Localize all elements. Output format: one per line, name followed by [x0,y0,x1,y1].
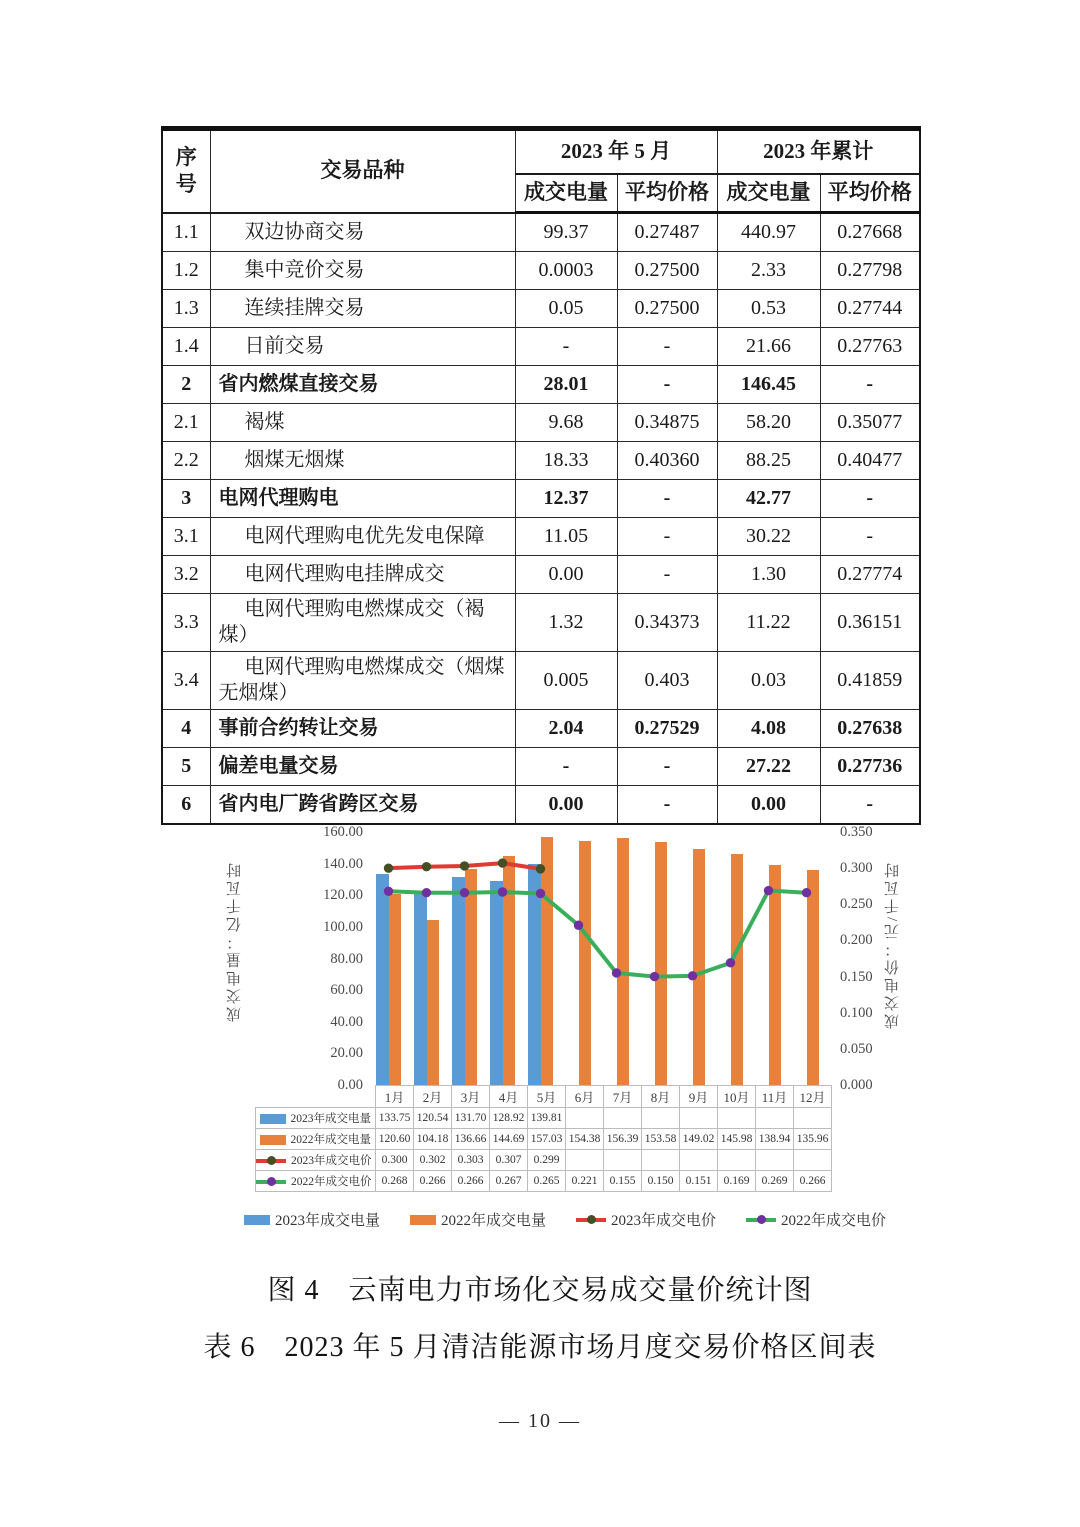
page-number: — 10 — [499,1410,581,1432]
legend-label: 2023年成交电量 [274,1213,380,1229]
marker-2022年成交电价 [422,888,431,897]
row-may-volume: - [515,747,617,785]
mini-value-cell [642,1150,680,1171]
mini-value-cell [680,1108,718,1129]
right-axis-tick: 0.050 [840,1040,873,1057]
mini-value-cell: 0.155 [604,1171,642,1192]
row-cum-volume: 440.97 [717,213,820,252]
row-trade-type: 集中竞价交易 [210,252,515,290]
mini-series-name: 2022年成交电价 [291,1176,372,1188]
mini-value-cell: 104.18 [414,1129,452,1150]
mini-value-cell: 128.92 [490,1108,528,1129]
mini-value-cell: 145.98 [718,1129,756,1150]
month-label: 8月 [642,1086,680,1108]
price-lines-svg [220,818,910,1258]
mini-value-cell: 0.266 [452,1171,490,1192]
legend-line-2023年成交电价 [576,1218,606,1222]
row-may-price: 0.27500 [617,252,717,290]
table-row [162,442,920,480]
row-seq: 4 [162,709,210,747]
left-axis-tick: 20.00 [330,1045,363,1062]
mini-value-cell [718,1150,756,1171]
left-axis-tick: 80.00 [330,950,363,967]
row-may-price: 0.27529 [617,709,717,747]
mini-value-cell: 0.303 [452,1150,490,1171]
table-row [162,556,920,594]
row-may-volume: 99.37 [515,213,617,252]
right-axis-tick: 0.250 [840,896,873,913]
mini-value-cell [642,1108,680,1129]
mini-value-cell [756,1108,794,1129]
marker-2022年成交电价 [764,886,773,895]
row-may-price: - [617,785,717,824]
row-may-volume: 0.005 [515,651,617,709]
legend-label: 2022年成交电量 [440,1213,546,1229]
mini-value-cell: 153.58 [642,1129,680,1150]
legend-label: 2022年成交电价 [781,1213,887,1229]
row-cum-volume: 0.00 [717,785,820,824]
mini-value-cell [566,1108,604,1129]
left-axis-tick: 40.00 [330,1013,363,1030]
left-axis-tick: 60.00 [330,982,363,999]
col-header-cum-volume: 成交电量 [717,174,820,213]
mini-value-cell [794,1150,832,1171]
mini-value-cell [756,1150,794,1171]
left-axis-title: 成交电量：亿千瓦时 [227,860,243,1022]
legend-marker-2022年成交电价 [757,1215,766,1224]
row-may-volume: 12.37 [515,480,617,518]
col-header-cum-price: 平均价格 [820,174,920,213]
row-may-price: - [617,366,717,404]
mini-series-name: 2023年成交电价 [291,1155,372,1167]
marker-2023年成交电价 [384,863,393,872]
month-label: 12月 [794,1086,832,1108]
mini-series-label [256,1129,376,1150]
month-label: 1月 [376,1086,414,1108]
row-cum-volume: 27.22 [717,747,820,785]
mini-data-row [256,1171,832,1192]
row-cum-volume: 0.53 [717,290,820,328]
right-axis-tick: 0.200 [840,932,873,949]
chart-legend [220,1209,910,1230]
legend-marker-2023年成交电价 [267,1156,276,1165]
mini-value-cell: 0.299 [528,1150,566,1171]
mini-value-cell: 157.03 [528,1129,566,1150]
row-seq: 5 [162,747,210,785]
mini-value-cell: 120.54 [414,1108,452,1129]
legend-swatch-2022年成交电量 [410,1215,436,1225]
row-may-volume: 0.0003 [515,252,617,290]
left-axis-tick: 100.00 [323,918,363,935]
row-trade-type: 连续挂牌交易 [210,290,515,328]
marker-2022年成交电价 [536,889,545,898]
row-may-price: - [617,328,717,366]
legend-line-2022年成交电价 [746,1218,776,1222]
row-trade-type: 偏差电量交易 [210,747,515,785]
row-may-price: 0.403 [617,651,717,709]
month-label: 7月 [604,1086,642,1108]
marker-2022年成交电价 [498,887,507,896]
row-trade-type: 省内燃煤直接交易 [210,366,515,404]
row-may-price: 0.34875 [617,404,717,442]
row-trade-type: 褐煤 [210,404,515,442]
row-cum-volume: 30.22 [717,518,820,556]
table-row [162,366,920,404]
col-header-may-price: 平均价格 [617,174,717,213]
legend-marker-2023年成交电价 [587,1215,596,1224]
chart-data-grid [255,1085,832,1192]
mini-value-cell: 144.69 [490,1129,528,1150]
figure-caption: 图 4 云南电力市场化交易成交量价统计图 [267,1275,813,1306]
mini-value-cell [718,1108,756,1129]
row-cum-price: 0.40477 [820,442,920,480]
row-may-volume: 1.32 [515,594,617,652]
mini-value-cell: 120.60 [376,1129,414,1150]
row-seq: 2 [162,366,210,404]
mini-value-cell: 0.265 [528,1171,566,1192]
right-axis-title: 成交电价：元/千瓦时 [885,860,901,1030]
table-body [162,213,920,824]
legend-swatch-2022年成交电量 [260,1135,286,1145]
month-label: 3月 [452,1086,490,1108]
marker-2023年成交电价 [422,862,431,871]
row-cum-volume: 11.22 [717,594,820,652]
row-cum-price: 0.41859 [820,651,920,709]
table-row [162,404,920,442]
row-trade-type: 双边协商交易 [210,213,515,252]
row-cum-price: 0.36151 [820,594,920,652]
figure-combo-chart [220,818,910,1258]
mini-value-cell [566,1150,604,1171]
row-cum-volume: 88.25 [717,442,820,480]
mini-value-cell: 0.300 [376,1150,414,1171]
month-label: 6月 [566,1086,604,1108]
row-cum-price: - [820,366,920,404]
right-axis-tick: 0.100 [840,1004,873,1021]
row-seq: 6 [162,785,210,824]
marker-2022年成交电价 [612,968,621,977]
row-trade-type: 省内电厂跨省跨区交易 [210,785,515,824]
mini-series-label [256,1171,376,1192]
right-axis-tick: 0.350 [840,824,873,840]
row-cum-price: 0.27736 [820,747,920,785]
row-cum-price: 0.27744 [820,290,920,328]
row-cum-price: - [820,480,920,518]
table-caption: 表 6 2023 年 5 月清洁能源市场月度交易价格区间表 [203,1332,877,1363]
mini-corner-cell [256,1086,376,1108]
col-header-seq: 序号 [162,129,210,213]
legend-swatch-2023年成交电量 [244,1215,270,1225]
mini-value-cell: 0.307 [490,1150,528,1171]
mini-value-cell: 0.302 [414,1150,452,1171]
row-seq: 3 [162,480,210,518]
col-group-cumulative-2023: 2023 年累计 [717,129,920,175]
table-row [162,594,920,652]
legend-item [244,1209,380,1230]
row-may-volume: 18.33 [515,442,617,480]
row-may-volume: 0.00 [515,785,617,824]
row-cum-price: 0.27798 [820,252,920,290]
row-may-volume: 2.04 [515,709,617,747]
mini-value-cell [680,1150,718,1171]
row-may-price: 0.40360 [617,442,717,480]
legend-swatch-2023年成交电量 [260,1114,286,1124]
marker-2022年成交电价 [384,887,393,896]
row-cum-volume: 21.66 [717,328,820,366]
legend-label: 2023年成交电价 [611,1213,717,1229]
table-row [162,709,920,747]
table-row [162,252,920,290]
row-seq: 3.3 [162,594,210,652]
left-axis-tick: 120.00 [323,887,363,904]
row-may-volume: - [515,328,617,366]
row-may-price: - [617,480,717,518]
legend-item [576,1209,716,1230]
row-may-price: - [617,747,717,785]
row-cum-volume: 2.33 [717,252,820,290]
row-may-price: - [617,518,717,556]
row-may-price: 0.27487 [617,213,717,252]
mini-value-cell: 149.02 [680,1129,718,1150]
row-may-volume: 9.68 [515,404,617,442]
mini-data-row [256,1108,832,1129]
mini-value-cell: 0.268 [376,1171,414,1192]
marker-2023年成交电价 [460,861,469,870]
mini-data-row [256,1150,832,1171]
mini-month-row [256,1086,832,1108]
month-label: 11月 [756,1086,794,1108]
month-label: 10月 [718,1086,756,1108]
row-may-volume: 28.01 [515,366,617,404]
row-seq: 1.2 [162,252,210,290]
row-cum-volume: 58.20 [717,404,820,442]
col-header-type: 交易品种 [210,129,515,213]
row-cum-volume: 4.08 [717,709,820,747]
mini-value-cell [604,1150,642,1171]
legend-item [746,1209,886,1230]
row-cum-price: 0.27774 [820,556,920,594]
marker-2023年成交电价 [498,858,507,867]
left-axis-tick: 140.00 [323,855,363,872]
marker-2022年成交电价 [726,958,735,967]
mini-series-name: 2022年成交电量 [290,1134,371,1146]
row-may-price: 0.34373 [617,594,717,652]
mini-value-cell: 133.75 [376,1108,414,1129]
mini-value-cell: 138.94 [756,1129,794,1150]
mini-series-label [256,1150,376,1171]
row-may-volume: 11.05 [515,518,617,556]
table-row [162,651,920,709]
mini-series-name: 2023年成交电量 [290,1113,371,1125]
mini-value-cell: 0.266 [794,1171,832,1192]
row-cum-volume: 0.03 [717,651,820,709]
row-cum-price: 0.27763 [820,328,920,366]
left-axis-tick: 160.00 [323,824,363,840]
mini-series-label [256,1108,376,1129]
mini-value-cell: 136.66 [452,1129,490,1150]
table-row [162,747,920,785]
row-cum-price: 0.35077 [820,404,920,442]
legend-item [410,1209,546,1230]
row-trade-type: 电网代理购电燃煤成交（烟煤无烟煤） [210,651,515,709]
marker-2022年成交电价 [802,888,811,897]
row-seq: 1.4 [162,328,210,366]
row-cum-volume: 42.77 [717,480,820,518]
row-cum-price: - [820,518,920,556]
row-trade-type: 电网代理购电燃煤成交（褐煤） [210,594,515,652]
table-row [162,328,920,366]
table-row [162,480,920,518]
mini-value-cell: 0.151 [680,1171,718,1192]
row-cum-price: 0.27668 [820,213,920,252]
mini-value-cell: 0.266 [414,1171,452,1192]
row-seq: 3.4 [162,651,210,709]
row-trade-type: 电网代理购电优先发电保障 [210,518,515,556]
marker-2022年成交电价 [460,888,469,897]
month-label: 5月 [528,1086,566,1108]
mini-value-cell: 135.96 [794,1129,832,1150]
row-cum-volume: 146.45 [717,366,820,404]
mini-value-cell: 0.267 [490,1171,528,1192]
table-row [162,518,920,556]
mini-value-cell: 154.38 [566,1129,604,1150]
row-cum-price: - [820,785,920,824]
row-may-volume: 0.05 [515,290,617,328]
row-trade-type: 电网代理购电 [210,480,515,518]
mini-value-cell: 156.39 [604,1129,642,1150]
row-trade-type: 烟煤无烟煤 [210,442,515,480]
row-cum-volume: 1.30 [717,556,820,594]
legend-line-2023年成交电价 [256,1159,286,1163]
right-axis-tick: 0.150 [840,968,873,985]
col-group-may-2023: 2023 年 5 月 [515,129,717,175]
marker-2022年成交电价 [574,921,583,930]
row-may-volume: 0.00 [515,556,617,594]
month-label: 2月 [414,1086,452,1108]
trade-summary-table [161,126,921,825]
marker-2022年成交电价 [650,972,659,981]
row-trade-type: 事前合约转让交易 [210,709,515,747]
right-axis-tick: 0.300 [840,860,873,877]
row-may-price: - [617,556,717,594]
row-seq: 1.1 [162,213,210,252]
table-row [162,290,920,328]
legend-marker-2022年成交电价 [267,1177,276,1186]
row-may-price: 0.27500 [617,290,717,328]
row-trade-type: 电网代理购电挂牌成交 [210,556,515,594]
marker-2023年成交电价 [536,864,545,873]
mini-value-cell: 0.150 [642,1171,680,1192]
mini-value-cell: 131.70 [452,1108,490,1129]
mini-data-row [256,1129,832,1150]
mini-value-cell [794,1108,832,1129]
row-seq: 3.2 [162,556,210,594]
right-axis-tick: 0.000 [840,1077,873,1093]
row-cum-price: 0.27638 [820,709,920,747]
table-row [162,213,920,252]
line-2022年成交电价 [389,891,807,977]
col-header-may-volume: 成交电量 [515,174,617,213]
row-seq: 2.1 [162,404,210,442]
marker-2022年成交电价 [688,971,697,980]
row-seq: 1.3 [162,290,210,328]
mini-value-cell [604,1108,642,1129]
left-axis-tick: 0.00 [337,1077,363,1093]
row-seq: 2.2 [162,442,210,480]
mini-value-cell: 0.169 [718,1171,756,1192]
table-header [162,129,920,213]
month-label: 4月 [490,1086,528,1108]
mini-value-cell: 0.269 [756,1171,794,1192]
mini-value-cell: 0.221 [566,1171,604,1192]
mini-value-cell: 139.81 [528,1108,566,1129]
row-trade-type: 日前交易 [210,328,515,366]
row-seq: 3.1 [162,518,210,556]
legend-line-2022年成交电价 [256,1180,286,1184]
month-label: 9月 [680,1086,718,1108]
